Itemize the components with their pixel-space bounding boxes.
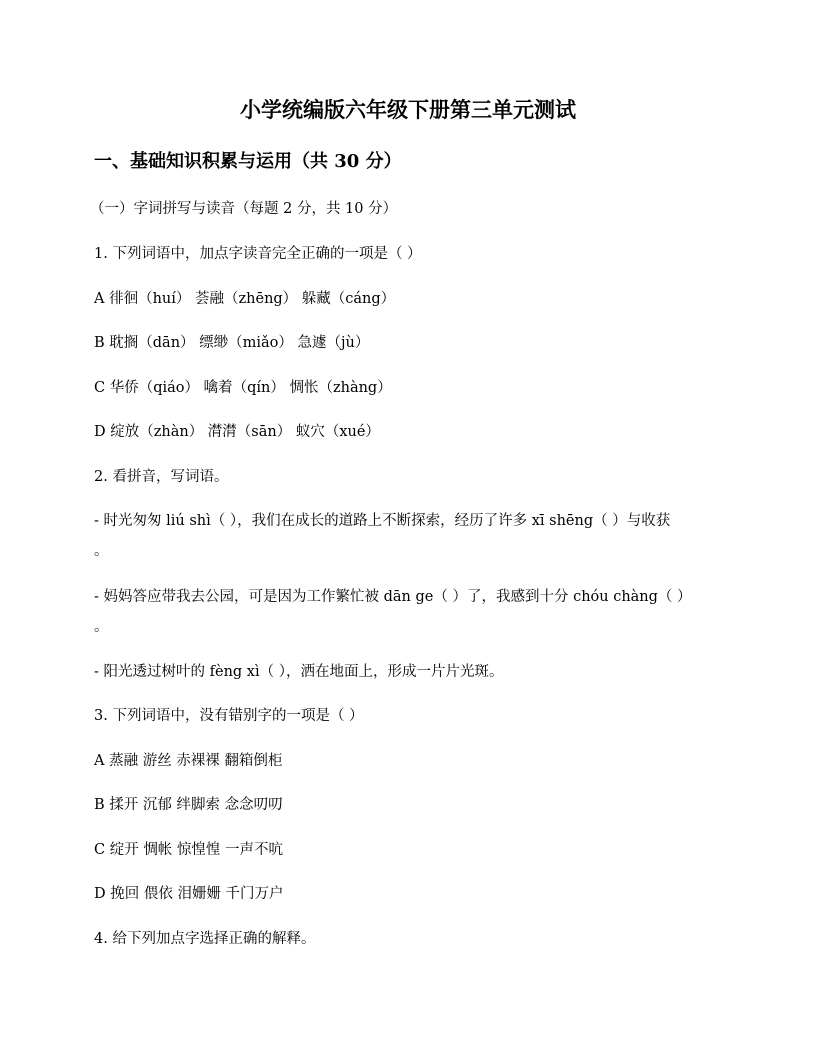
question-2-item-2-wrap: 。	[94, 619, 109, 635]
subsection-heading: （一）字词拼写与读音（每题 2 分，共 10 分）	[90, 201, 398, 217]
question-3-stem: 3. 下列词语中，没有错别字的一项是（ ）	[94, 708, 364, 724]
question-1-option-b: B 耽搁（dān） 缥缈（miǎo） 急遽（jù）	[94, 335, 370, 351]
question-2-item-2: - 妈妈答应带我去公园，可是因为工作繁忙被 dān ge（ ）了，我感到十分 chóu chàng（ ）	[94, 589, 692, 605]
question-2-item-1-wrap: 。	[94, 543, 109, 559]
section-heading: 一、基础知识积累与运用（共 30 分）	[94, 151, 402, 172]
question-1-stem: 1. 下列词语中，加点字读音完全正确的一项是（ ）	[94, 246, 422, 262]
question-3-option-a: A 蒸融 游丝 赤裸裸 翻箱倒柜	[94, 753, 283, 769]
question-3-option-c: C 绽开 惆帐 惊惶惶 一声不吭	[94, 842, 284, 858]
question-2-item-1: - 时光匆匆 liú shì（ ），我们在成长的道路上不断探索，经历了许多 xī shēng（ ）与收获	[94, 513, 671, 529]
question-1-option-a: A 徘徊（huí） 荟融（zhēng） 躲藏（cáng）	[94, 291, 396, 307]
question-2-item-3: - 阳光透过树叶的 fèng xì（ ），洒在地面上，形成一片片光斑。	[94, 664, 504, 680]
question-2-stem: 2. 看拼音，写词语。	[94, 469, 229, 485]
page-title: 小学统编版六年级下册第三单元测试	[240, 97, 576, 122]
question-1-option-c: C 华侨（qiáo） 噙着（qín） 惆怅（zhàng）	[94, 380, 392, 396]
question-4-stem: 4. 给下列加点字选择正确的解释。	[94, 931, 316, 947]
question-3-option-d: D 挽回 偎依 泪姗姗 千门万户	[94, 886, 284, 902]
question-1-option-d: D 绽放（zhàn） 潸潸（sān） 蚁穴（xué）	[94, 424, 380, 440]
question-3-option-b: B 揉开 沉郁 绊脚索 念念叨叨	[94, 797, 283, 813]
